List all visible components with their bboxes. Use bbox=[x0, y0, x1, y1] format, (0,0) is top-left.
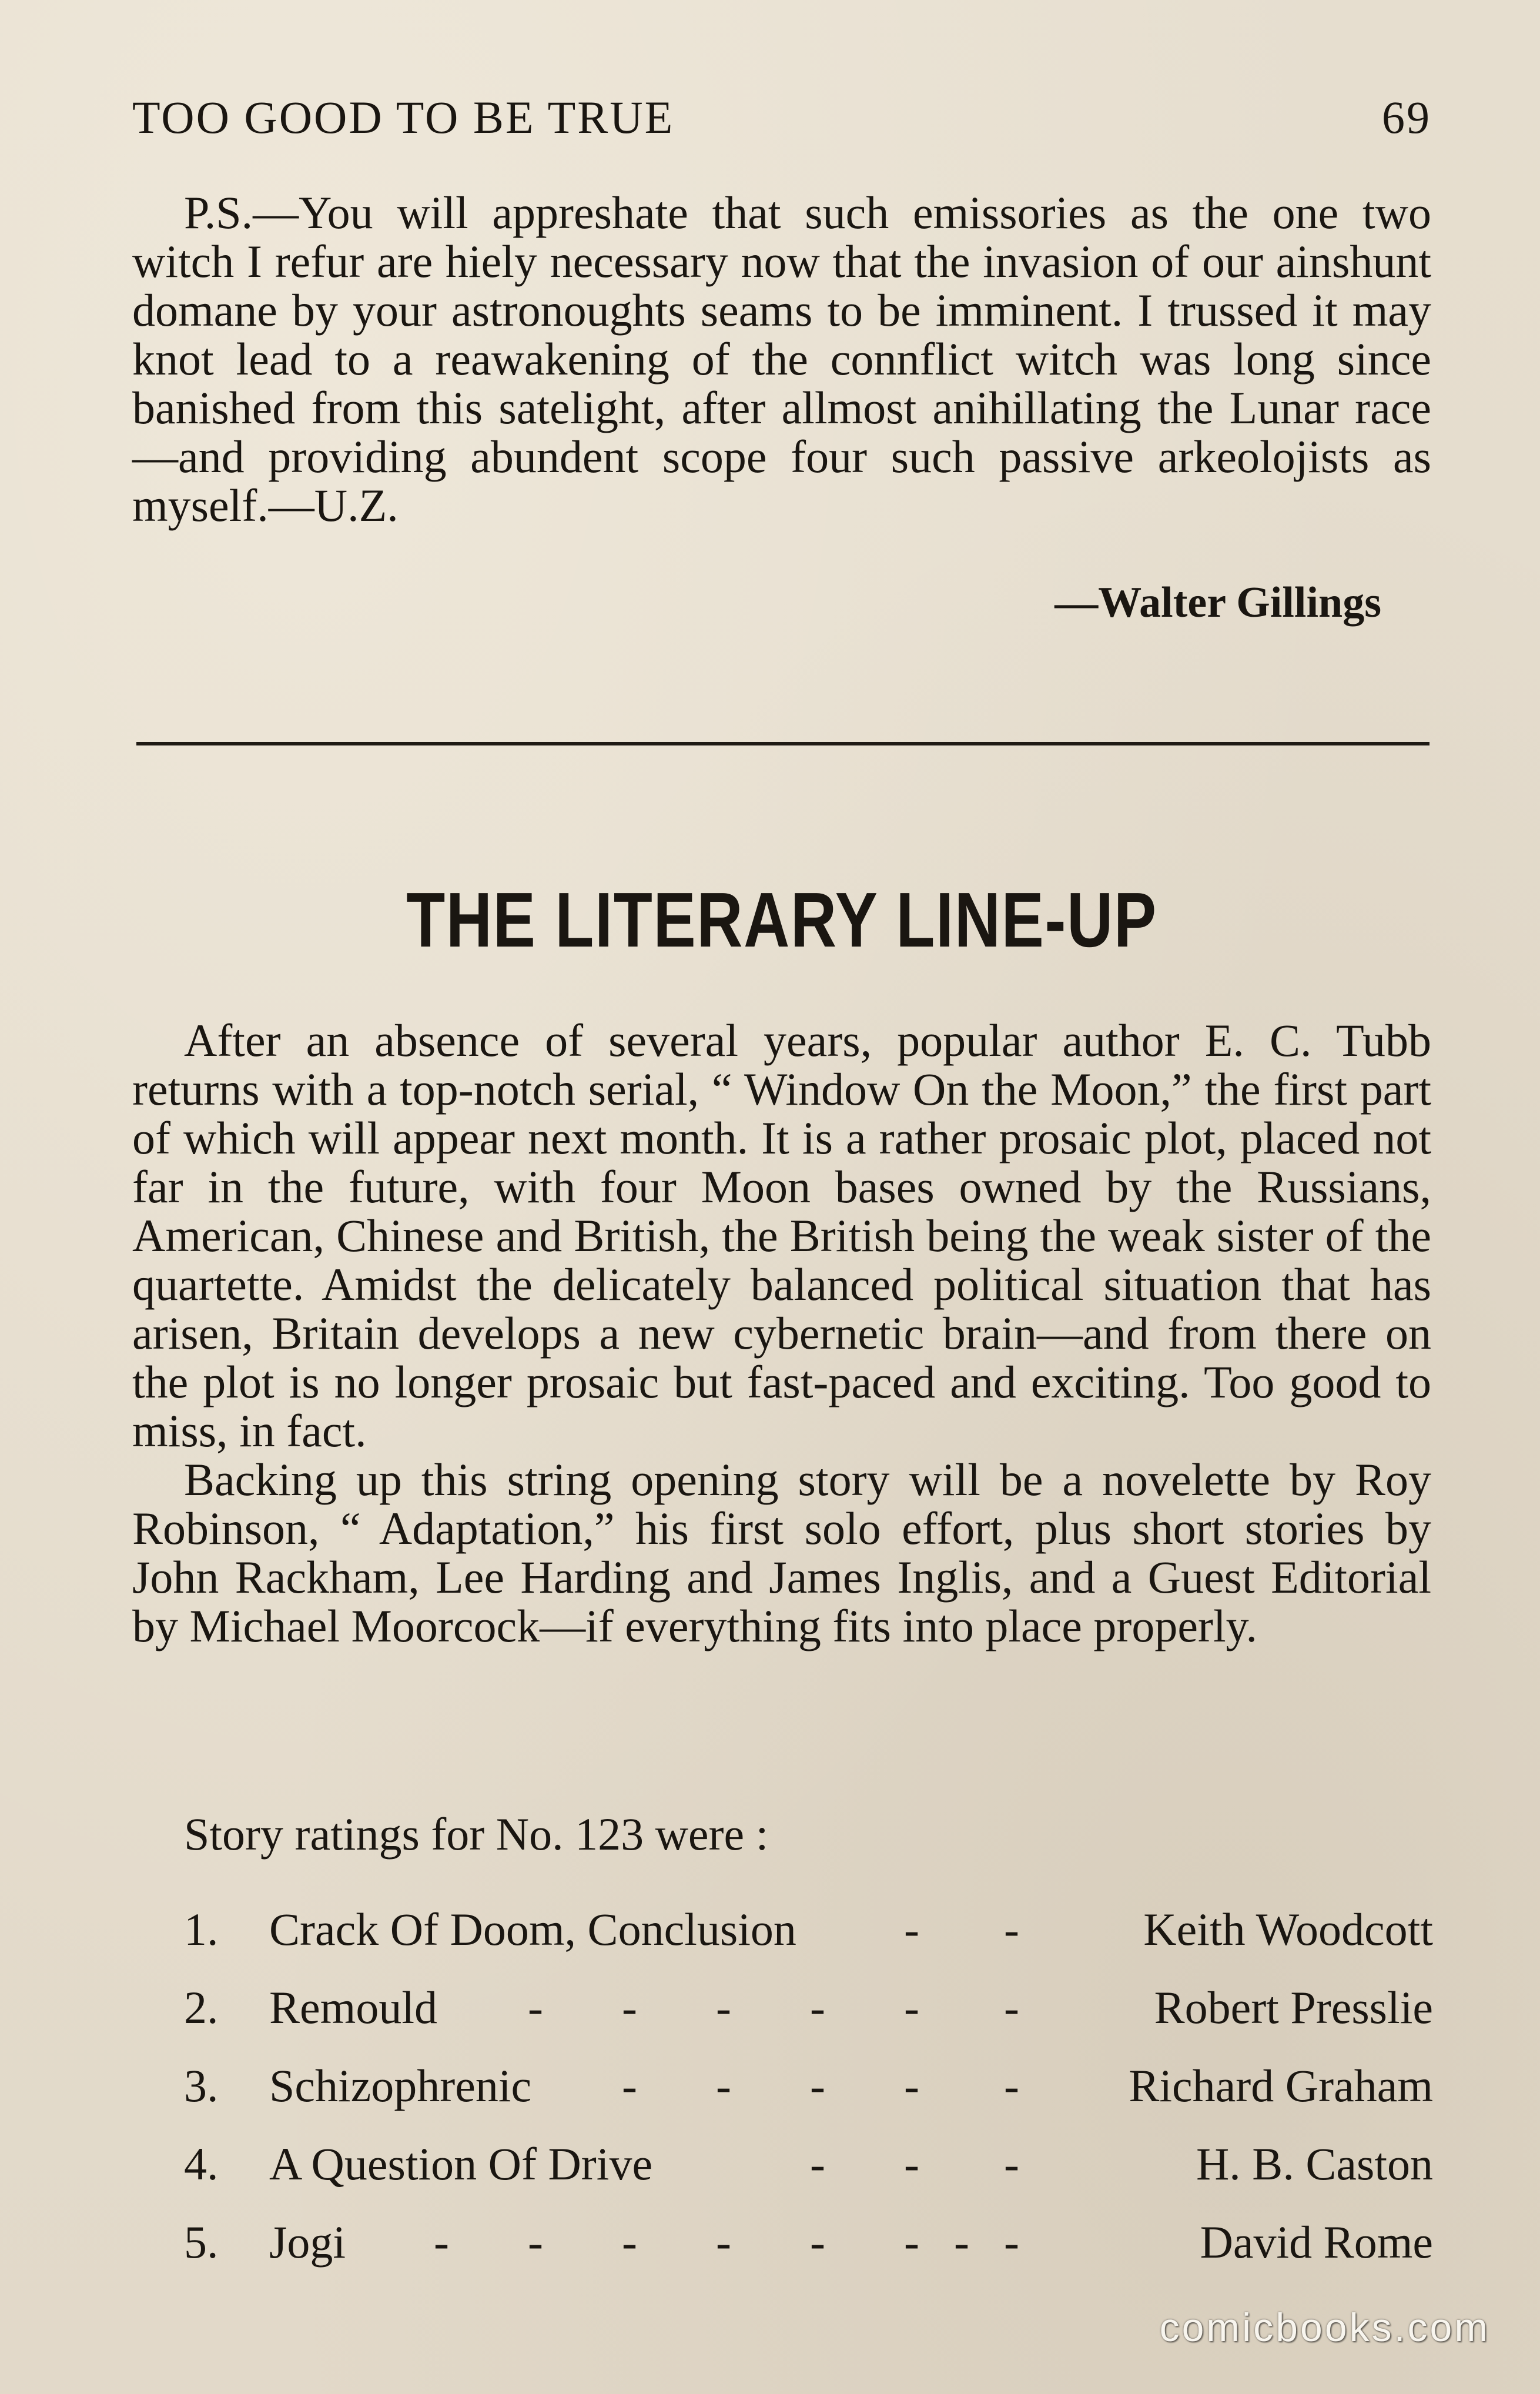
leader-dash: - bbox=[622, 2216, 637, 2268]
leader-dash: - bbox=[434, 2216, 449, 2268]
leader-dash: - bbox=[716, 1982, 731, 2033]
rating-row bbox=[184, 2135, 1433, 2213]
leader-dash: - bbox=[810, 1982, 825, 2033]
lineup-body bbox=[132, 1016, 1431, 1650]
leader-dash: - bbox=[904, 1982, 919, 2033]
leader-dash: - bbox=[904, 2138, 919, 2189]
leader-dash: - bbox=[1004, 1982, 1019, 2033]
rating-rank: 3. bbox=[184, 2060, 219, 2111]
leader-dash: - bbox=[1004, 2216, 1019, 2268]
leader-dash: - bbox=[904, 2216, 919, 2268]
rating-author: Keith Woodcott bbox=[1143, 1904, 1433, 1955]
rating-row bbox=[184, 2057, 1433, 2135]
leader-dash: - bbox=[810, 2216, 825, 2268]
rating-rank: 2. bbox=[184, 1982, 219, 2033]
leader-dash: - bbox=[622, 2060, 637, 2111]
leader-dash: - bbox=[904, 1904, 919, 1955]
rating-story-title: Remould bbox=[269, 1982, 437, 2033]
leader-dash: - bbox=[810, 2060, 825, 2111]
leader-dash: - bbox=[622, 1982, 637, 2033]
rating-rank: 5. bbox=[184, 2216, 219, 2268]
leader-dash: - bbox=[1004, 2060, 1019, 2111]
ratings-list bbox=[184, 1900, 1433, 2291]
section-heading: THE LITERARY LINE-UP bbox=[406, 877, 1157, 963]
leader-dash: - bbox=[716, 2216, 731, 2268]
rating-row bbox=[184, 1978, 1433, 2057]
running-head-title: TOO GOOD TO BE TRUE bbox=[132, 92, 675, 143]
leader-dash: - bbox=[528, 2216, 543, 2268]
rating-story-title: A Question Of Drive bbox=[269, 2138, 653, 2189]
leader-dash: - bbox=[528, 1982, 543, 2033]
rating-row bbox=[184, 2213, 1433, 2291]
rating-rank: 1. bbox=[184, 1904, 219, 1955]
postscript-text: P.S.—You will appreshate that such emissories as the one two witch I refur are hiely necessary now that the invasion of our ainshunt domane by your astronoughts seams to be imminent. I trussed it may knot lead to a reawakening of the connflict witch was long since banished from this satelight, after allmost anihillating the Lunar race—and providing abundent scope four such passive arkeolojists as myself.—U.Z. bbox=[132, 187, 1431, 531]
rating-story-title: Crack Of Doom, Conclusion bbox=[269, 1904, 796, 1955]
leader-dash: - bbox=[1004, 2138, 1019, 2189]
rating-author: David Rome bbox=[1200, 2216, 1433, 2268]
running-head bbox=[132, 88, 1431, 147]
postscript-paragraph bbox=[132, 188, 1431, 530]
lineup-paragraph-1: After an absence of several years, popular author E. C. Tubb returns with a top-notch serial, “ Window On the Moon,” the first part of which will appear next month. It is a rather prosaic plot, placed not far in the future, with four Moon bases owned by the Russians, American, Chinese and British, the British being the weak sister of the quartette. Amidst the delicately balanced political situation that has arisen, Britain develops a new cybernetic brain—and from there on the plot is no longer prosaic but fast-paced and exciting. Too good to miss, in fact. bbox=[132, 1015, 1431, 1456]
page-number: 69 bbox=[1382, 92, 1431, 143]
leader-dash: - bbox=[810, 2138, 825, 2189]
rating-row bbox=[184, 1900, 1433, 1978]
section-divider bbox=[136, 742, 1429, 745]
rating-author: Richard Graham bbox=[1129, 2060, 1433, 2111]
leader-dash: - bbox=[904, 2060, 919, 2111]
rating-story-title: Jogi bbox=[269, 2216, 346, 2268]
author-signature: —Walter Gillings bbox=[1054, 579, 1381, 627]
lineup-paragraph-2: Backing up this string opening story will be a novelette by Roy Robinson, “ Adaptation,” his first solo effort, plus short stories by John Rackham, Lee Harding and James Inglis, and a Guest Editorial by Michael Moorcock—if everything fits into place properly. bbox=[132, 1454, 1431, 1651]
rating-author: Robert Presslie bbox=[1154, 1982, 1433, 2033]
rating-author: H. B. Caston bbox=[1196, 2138, 1433, 2189]
ratings-intro: Story ratings for No. 123 were : bbox=[184, 1808, 769, 1860]
rating-rank: 4. bbox=[184, 2138, 219, 2189]
site-watermark: comicbooks.com bbox=[1159, 2305, 1490, 2350]
rating-story-title: Schizophrenic bbox=[269, 2060, 532, 2111]
leader-dash: - bbox=[1004, 1904, 1019, 1955]
leader-dash: - bbox=[716, 2060, 731, 2111]
leader-dash: - bbox=[954, 2216, 969, 2268]
